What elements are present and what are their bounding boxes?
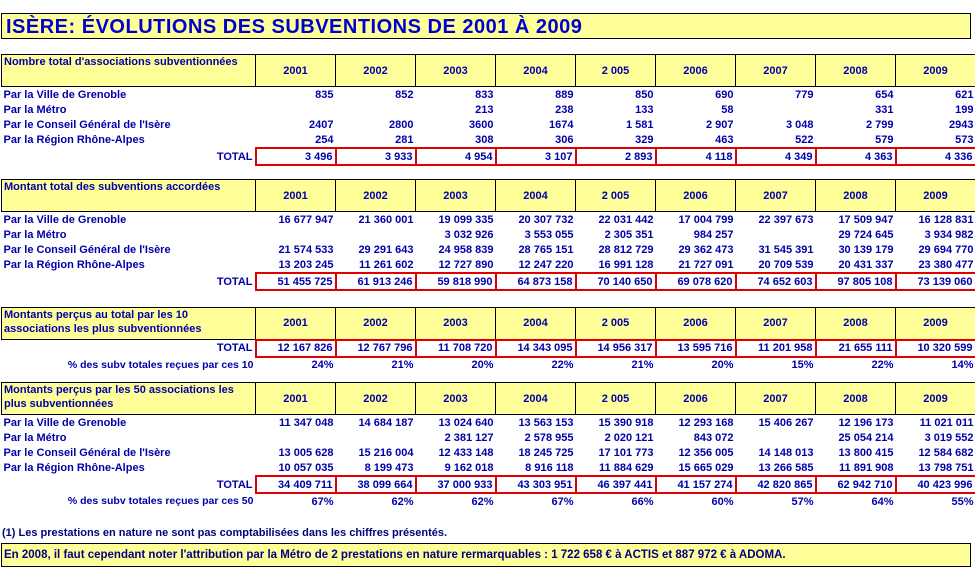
value-cell: 58: [721, 103, 734, 116]
year-header: 2004: [496, 55, 576, 87]
value-cell: 779: [795, 88, 814, 101]
value-cell: 29 362 473: [678, 243, 734, 256]
total-cell: 3 107: [496, 148, 576, 165]
value-cell: 21 360 001: [358, 213, 414, 226]
row-label: Par la Ville de Grenoble: [3, 213, 127, 226]
value-cell: 12 196 173: [838, 416, 894, 429]
total-cell: 13 595 716: [656, 340, 736, 357]
total-cell: 69 078 620: [656, 273, 736, 290]
percent-cell: 67%: [551, 495, 574, 508]
total-cell: 4 336: [896, 148, 975, 165]
table-row: [2, 227, 975, 242]
percent-cell: 67%: [311, 495, 334, 508]
value-cell: 11 261 602: [359, 258, 414, 271]
value-cell: 22 397 673: [758, 213, 814, 226]
table-row: [2, 257, 975, 273]
value-cell: 654: [875, 88, 894, 101]
percent-row: [2, 357, 975, 373]
value-cell: 20 431 337: [838, 258, 894, 271]
total-cell: 38 099 664: [336, 476, 416, 493]
row-label: Par la Métro: [3, 103, 67, 116]
total-row: [2, 273, 975, 290]
year-header: 2 005: [576, 180, 656, 212]
value-cell: 833: [475, 88, 494, 101]
value-cell: 306: [555, 133, 574, 146]
year-header: 2006: [656, 55, 736, 87]
value-cell: 3 032 926: [444, 228, 494, 241]
year-header: 2002: [336, 308, 416, 340]
year-header: 2007: [736, 308, 816, 340]
value-cell: 2 907: [705, 118, 734, 131]
value-cell: 20 307 732: [518, 213, 574, 226]
value-cell: 522: [795, 133, 814, 146]
section-header: Montants perçus au total par les 10 associations les plus subventionnées: [2, 308, 256, 340]
section-table-3: [1, 307, 975, 373]
section-table-4: [1, 382, 975, 509]
total-label: TOTAL: [216, 150, 253, 163]
value-cell: 13 800 415: [838, 446, 894, 459]
total-cell: 11 201 958: [736, 340, 816, 357]
value-cell: 1 581: [625, 118, 654, 131]
value-cell: 889: [555, 88, 574, 101]
row-label: Par la Métro: [3, 431, 67, 444]
value-cell: 2 305 351: [604, 228, 654, 241]
value-cell: 14 148 013: [758, 446, 814, 459]
value-cell: 13 024 640: [438, 416, 494, 429]
total-cell: 3 933: [336, 148, 416, 165]
value-cell: 2407: [309, 118, 334, 131]
value-cell: 281: [395, 133, 414, 146]
total-cell: 40 423 996: [896, 476, 975, 493]
header-row: [2, 55, 975, 87]
value-cell: 2800: [389, 118, 414, 131]
table-row: [2, 430, 975, 445]
year-header: 2009: [896, 55, 975, 87]
year-header: 2008: [816, 55, 896, 87]
row-label: Par la Région Rhône-Alpes: [3, 259, 145, 271]
value-cell: 29 694 770: [918, 243, 974, 256]
year-header: 2002: [336, 180, 416, 212]
header-row: [2, 180, 975, 212]
value-cell: 12 584 682: [918, 446, 974, 459]
year-header: 2004: [496, 308, 576, 340]
percent-row: [2, 493, 975, 509]
value-cell: 13 203 245: [278, 258, 334, 271]
year-header: 2004: [496, 180, 576, 212]
table-row: [2, 132, 975, 148]
section-table-1: [1, 54, 975, 166]
value-cell: 12 433 148: [438, 446, 494, 459]
value-cell: 30 139 179: [838, 243, 894, 256]
value-cell: 15 216 004: [358, 446, 414, 459]
percent-cell: 66%: [631, 495, 654, 508]
value-cell: 8 199 473: [364, 461, 414, 474]
row-label: Par la Métro: [3, 228, 67, 241]
value-cell: 15 406 267: [758, 416, 814, 429]
year-header: 2004: [496, 383, 576, 415]
year-header: 2008: [816, 180, 896, 212]
total-row: [2, 476, 975, 493]
table-row: [2, 212, 975, 228]
header-row: [2, 308, 975, 340]
total-cell: 61 913 246: [336, 273, 416, 290]
row-label: Par le Conseil Général de l'Isère: [3, 446, 171, 459]
value-cell: 12 247 220: [518, 258, 574, 271]
year-header: 2008: [816, 308, 896, 340]
total-label: TOTAL: [216, 275, 253, 288]
percent-cell: 60%: [711, 495, 734, 508]
value-cell: 13 563 153: [518, 416, 574, 429]
table-row: [2, 102, 975, 117]
note-box: En 2008, il faut cependant noter l'attribution par la Métro de 2 prestations en nature rermarquables : 1 722 658 € à ACTIS et 887 972 € à ADOMA.: [1, 543, 971, 567]
value-cell: 11 021 011: [919, 416, 974, 429]
value-cell: 3 019 552: [924, 431, 974, 444]
year-header: 2001: [256, 308, 336, 340]
percent-cell: 62%: [471, 495, 494, 508]
year-header: 2001: [256, 180, 336, 212]
value-cell: 3 553 055: [524, 228, 574, 241]
total-cell: 42 820 865: [736, 476, 816, 493]
total-cell: 62 942 710: [816, 476, 896, 493]
percent-cell: 64%: [871, 495, 894, 508]
value-cell: 238: [555, 103, 574, 116]
value-cell: 29 724 645: [838, 228, 894, 241]
total-cell: 41 157 274: [656, 476, 736, 493]
value-cell: 308: [475, 133, 494, 146]
year-header: 2006: [656, 383, 736, 415]
row-label: Par la Ville de Grenoble: [3, 88, 127, 101]
value-cell: 213: [475, 103, 494, 116]
value-cell: 23 380 477: [918, 258, 974, 271]
value-cell: 3 934 982: [924, 228, 974, 241]
value-cell: 1674: [549, 118, 574, 131]
total-cell: 46 397 441: [576, 476, 656, 493]
value-cell: 15 390 918: [598, 416, 654, 429]
value-cell: 28 765 151: [518, 243, 574, 256]
value-cell: 29 291 643: [358, 243, 414, 256]
row-label: Par le Conseil Général de l'Isère: [3, 118, 171, 131]
value-cell: 13 798 751: [918, 461, 974, 474]
value-cell: 690: [715, 88, 734, 101]
value-cell: 331: [875, 103, 894, 116]
value-cell: 133: [635, 103, 654, 116]
total-cell: 21 655 111: [816, 340, 896, 357]
total-cell: 70 140 650: [576, 273, 656, 290]
value-cell: 11 884 629: [599, 461, 654, 474]
value-cell: 25 054 214: [838, 431, 894, 444]
total-cell: 11 708 720: [416, 340, 496, 357]
total-cell: 3 496: [256, 148, 336, 165]
year-header: 2 005: [576, 308, 656, 340]
percent-cell: 24%: [311, 359, 334, 371]
percent-cell: 22%: [551, 359, 574, 371]
value-cell: 24 958 839: [438, 243, 494, 256]
row-label: Par la Région Rhône-Alpes: [3, 134, 145, 146]
percent-label: % des subv totales reçues par ces 50: [67, 495, 254, 507]
percent-cell: 21%: [391, 359, 414, 371]
value-cell: 21 574 533: [278, 243, 334, 256]
value-cell: 463: [715, 133, 734, 146]
total-cell: 74 652 603: [736, 273, 816, 290]
value-cell: 18 245 725: [518, 446, 574, 459]
total-cell: 73 139 060: [896, 273, 975, 290]
value-cell: [256, 430, 336, 445]
value-cell: 11 347 048: [279, 416, 334, 429]
total-cell: 2 893: [576, 148, 656, 165]
year-header: 2007: [736, 180, 816, 212]
value-cell: 329: [635, 133, 654, 146]
percent-cell: 22%: [871, 359, 894, 371]
value-cell: 2 381 127: [444, 431, 494, 444]
total-cell: 51 455 725: [256, 273, 336, 290]
value-cell: 2 020 121: [604, 431, 654, 444]
value-cell: 17 101 773: [598, 446, 654, 459]
year-header: 2 005: [576, 383, 656, 415]
total-cell: 43 303 951: [496, 476, 576, 493]
total-label: TOTAL: [216, 478, 253, 491]
value-cell: [256, 102, 336, 117]
value-cell: 621: [955, 88, 974, 101]
value-cell: 13 266 585: [758, 461, 814, 474]
year-header: 2003: [416, 308, 496, 340]
value-cell: 17 509 947: [838, 213, 894, 226]
year-header: 2006: [656, 180, 736, 212]
section-header: Montants perçus par les 50 associations les plus subventionnées: [2, 383, 256, 415]
value-cell: 20 709 539: [758, 258, 814, 271]
total-cell: 12 767 796: [336, 340, 416, 357]
year-header: 2003: [416, 55, 496, 87]
value-cell: [736, 430, 816, 445]
percent-cell: 62%: [391, 495, 414, 508]
value-cell: 12 293 168: [678, 416, 734, 429]
value-cell: 850: [635, 88, 654, 101]
total-cell: 12 167 826: [256, 340, 336, 357]
value-cell: [736, 227, 816, 242]
year-header: 2009: [896, 383, 975, 415]
total-cell: 4 954: [416, 148, 496, 165]
value-cell: 12 727 890: [438, 258, 494, 271]
value-cell: [336, 430, 416, 445]
percent-cell: 21%: [631, 359, 654, 371]
row-label: Par la Ville de Grenoble: [3, 416, 127, 429]
row-label: Par la Région Rhône-Alpes: [3, 462, 145, 474]
value-cell: 199: [955, 103, 974, 116]
value-cell: [736, 102, 816, 117]
value-cell: 254: [315, 133, 334, 146]
total-cell: 4 349: [736, 148, 816, 165]
value-cell: [336, 227, 416, 242]
table-row: [2, 242, 975, 257]
percent-cell: 14%: [951, 359, 974, 371]
percent-label: % des subv totales reçues par ces 10: [67, 358, 254, 371]
year-header: 2003: [416, 180, 496, 212]
value-cell: 28 812 729: [598, 243, 654, 256]
value-cell: 2 578 955: [524, 431, 574, 444]
value-cell: 16 991 128: [598, 258, 654, 271]
total-cell: 59 818 990: [416, 273, 496, 290]
year-header: 2002: [336, 55, 416, 87]
section-header: Nombre total d'associations subventionnées: [2, 55, 256, 87]
value-cell: 16 128 831: [918, 213, 974, 226]
value-cell: [256, 227, 336, 242]
value-cell: 10 057 035: [278, 461, 334, 474]
year-header: 2003: [416, 383, 496, 415]
year-header: 2001: [256, 383, 336, 415]
section-header: Montant total des subventions accordées: [2, 180, 256, 212]
total-cell: 37 000 933: [416, 476, 496, 493]
percent-cell: 15%: [791, 359, 814, 371]
table-row: [2, 445, 975, 460]
value-cell: 573: [955, 133, 974, 146]
value-cell: 12 356 005: [678, 446, 734, 459]
value-cell: 31 545 391: [758, 243, 814, 256]
value-cell: 835: [315, 88, 334, 101]
value-cell: 843 072: [693, 431, 734, 444]
year-header: 2 005: [576, 55, 656, 87]
percent-cell: 20%: [471, 359, 494, 371]
table-row: [2, 117, 975, 132]
footnote: (1) Les prestations en nature ne sont pas comptabilisées dans les chiffres présentés.: [2, 527, 448, 539]
total-cell: 34 409 711: [256, 476, 336, 493]
total-cell: 4 363: [816, 148, 896, 165]
value-cell: 15 665 029: [678, 461, 734, 474]
table-row: [2, 87, 975, 103]
value-cell: 21 727 091: [678, 258, 734, 271]
value-cell: 14 684 187: [358, 416, 414, 429]
value-cell: 19 099 335: [438, 213, 494, 226]
year-header: 2006: [656, 308, 736, 340]
total-label: TOTAL: [216, 342, 253, 355]
value-cell: 11 891 908: [839, 461, 894, 474]
year-header: 2001: [256, 55, 336, 87]
value-cell: 17 004 799: [678, 213, 734, 226]
year-header: 2009: [896, 308, 975, 340]
total-cell: 64 873 158: [496, 273, 576, 290]
value-cell: 3 048: [785, 118, 814, 131]
section-table-2: [1, 179, 975, 291]
header-row: [2, 383, 975, 415]
percent-cell: 57%: [791, 495, 814, 508]
value-cell: 13 005 628: [278, 446, 334, 459]
total-cell: 97 805 108: [816, 273, 896, 290]
year-header: 2002: [336, 383, 416, 415]
total-cell: 10 320 599: [896, 340, 975, 357]
year-header: 2009: [896, 180, 975, 212]
row-label: Par le Conseil Général de l'Isère: [3, 243, 171, 256]
percent-cell: 20%: [711, 359, 734, 371]
value-cell: 984 257: [693, 228, 734, 241]
year-header: 2008: [816, 383, 896, 415]
total-cell: 14 956 317: [576, 340, 656, 357]
value-cell: 22 031 442: [598, 213, 654, 226]
value-cell: 2943: [949, 118, 974, 131]
year-header: 2007: [736, 383, 816, 415]
page-title: ISÈRE: ÉVOLUTIONS DES SUBVENTIONS DE 2001 À 2009: [1, 13, 971, 39]
value-cell: 2 799: [865, 118, 894, 131]
year-header: 2007: [736, 55, 816, 87]
total-cell: 4 118: [656, 148, 736, 165]
percent-cell: 55%: [951, 495, 974, 508]
value-cell: [336, 102, 416, 117]
value-cell: 9 162 018: [444, 461, 494, 474]
value-cell: 3600: [469, 118, 494, 131]
total-row: [2, 148, 975, 165]
total-row: [2, 340, 975, 357]
total-cell: 14 343 095: [496, 340, 576, 357]
table-row: [2, 460, 975, 476]
value-cell: 8 916 118: [525, 461, 574, 474]
value-cell: 579: [875, 133, 894, 146]
value-cell: 852: [395, 88, 414, 101]
value-cell: 16 677 947: [278, 213, 334, 226]
table-row: [2, 415, 975, 431]
